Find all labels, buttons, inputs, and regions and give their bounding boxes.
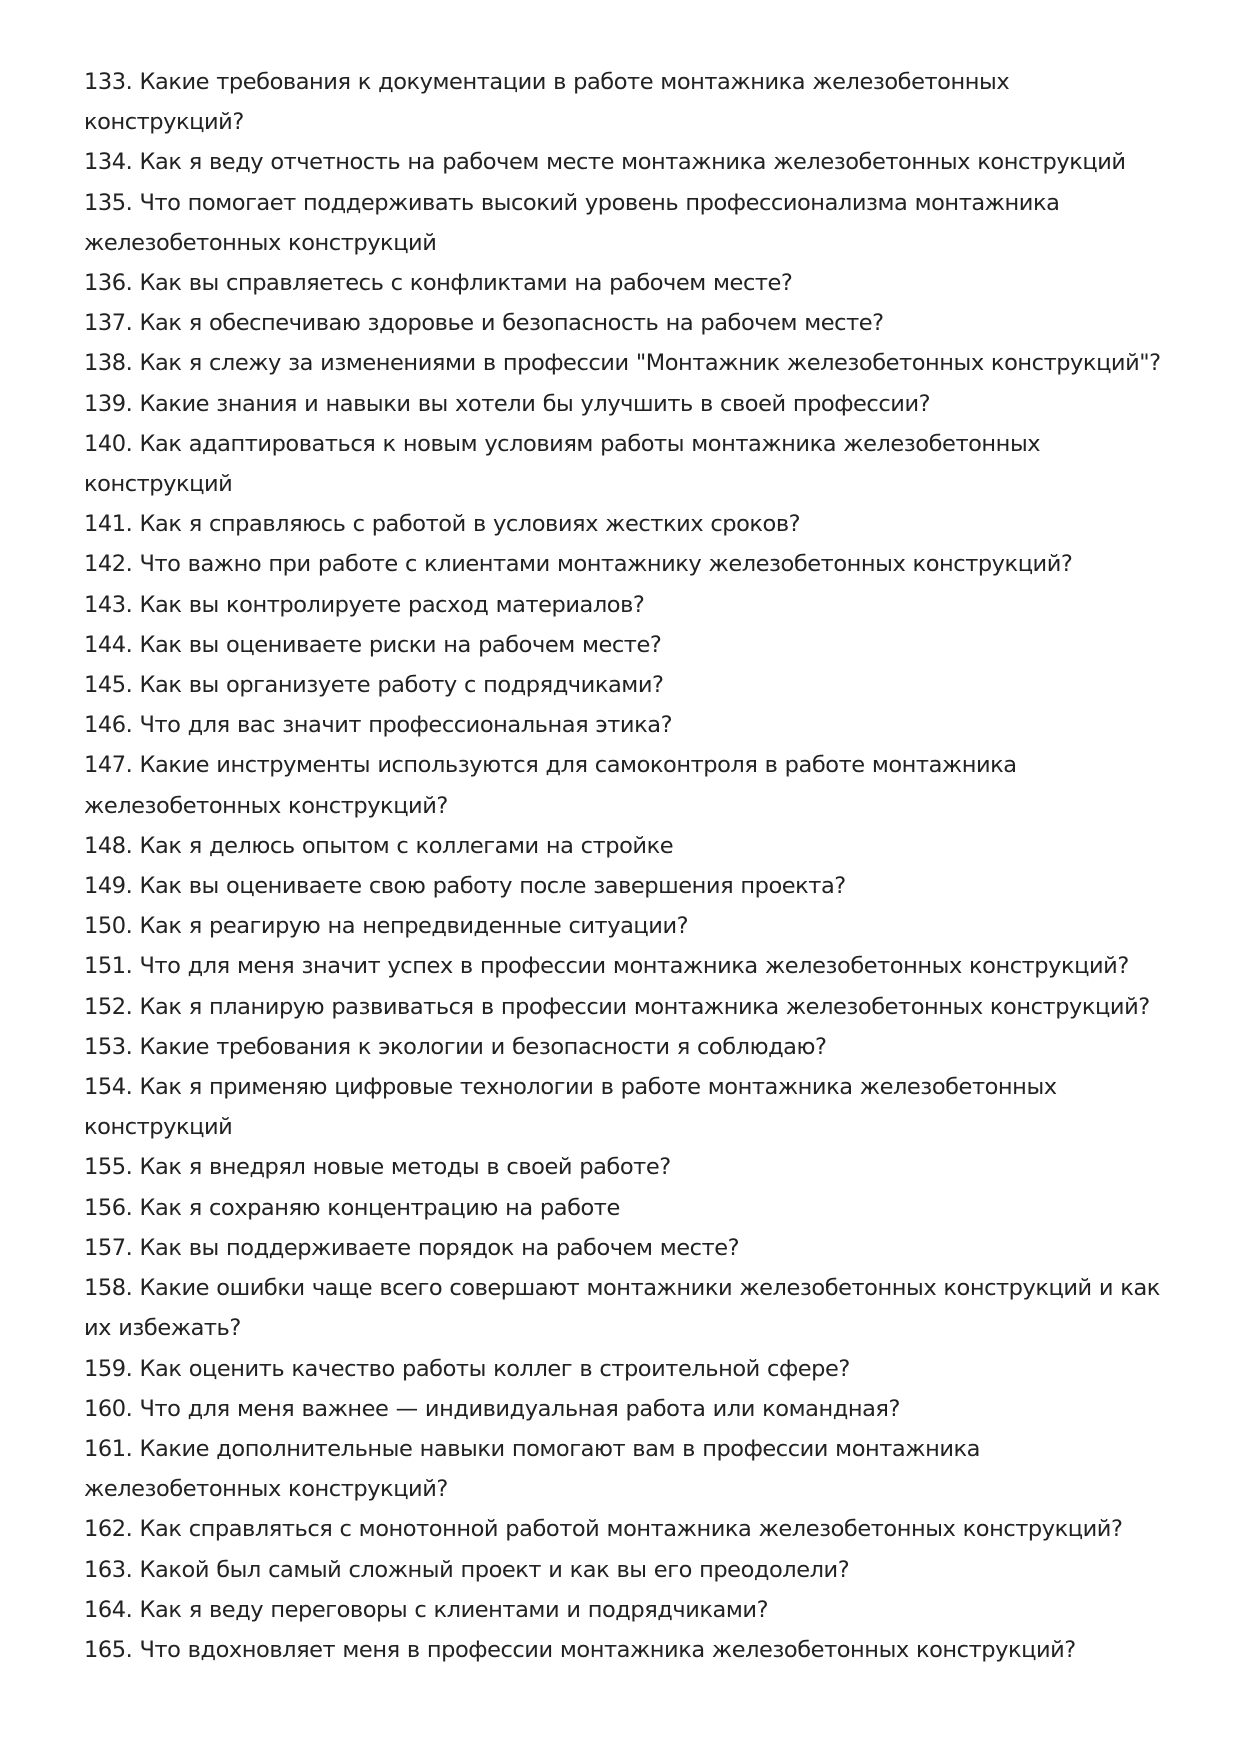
question-text-line: железобетонных конструкций? (84, 1476, 448, 1503)
question-item (84, 1389, 1184, 1429)
question-text-line: 159. Как оценить качество работы коллег в строительной сфере? (84, 1355, 850, 1382)
question-text-line: 158. Какие ошибки чаще всего совершают монтажники железобетонных конструкций и как (84, 1275, 1160, 1302)
question-text-line: 138. Как я слежу за изменениями в профессии "Монтажник железобетонных конструкций"? (84, 350, 1161, 377)
question-item (84, 946, 1184, 986)
question-item (84, 826, 1184, 866)
question-item (84, 1147, 1184, 1187)
question-item (84, 745, 1184, 825)
question-item (84, 142, 1184, 182)
question-text-line: их избежать? (84, 1315, 241, 1342)
question-item (84, 906, 1184, 946)
question-item (84, 585, 1184, 625)
question-text-line: 163. Какой был самый сложный проект и как вы его преодолели? (84, 1556, 850, 1583)
question-text-line: железобетонных конструкций? (84, 792, 448, 819)
question-item (84, 625, 1184, 665)
question-item (84, 1188, 1184, 1228)
question-item (84, 1429, 1184, 1509)
question-item (84, 424, 1184, 504)
question-text-line: 135. Что помогает поддерживать высокий уровень профессионализма монтажника (84, 189, 1060, 216)
question-item (84, 705, 1184, 745)
question-item (84, 1268, 1184, 1348)
question-text-line: 153. Какие требования к экологии и безопасности я соблюдаю? (84, 1033, 827, 1060)
question-text-line: 134. Как я веду отчетность на рабочем месте монтажника железобетонных конструкций (84, 149, 1126, 176)
question-text-line: 157. Как вы поддерживаете порядок на рабочем месте? (84, 1234, 740, 1261)
question-list (84, 62, 1184, 1670)
question-text-line: конструкций? (84, 109, 244, 136)
question-item (84, 665, 1184, 705)
question-text-line: 156. Как я сохраняю концентрацию на работе (84, 1194, 620, 1221)
question-item (84, 544, 1184, 584)
question-item (84, 987, 1184, 1027)
question-item (84, 62, 1184, 142)
question-text-line: конструкций (84, 1114, 233, 1141)
question-item (84, 1590, 1184, 1630)
question-text-line: 160. Что для меня важнее — индивидуальная работа или командная? (84, 1395, 900, 1422)
question-item (84, 1027, 1184, 1067)
question-text-line: 151. Что для меня значит успех в профессии монтажника железобетонных конструкций? (84, 953, 1129, 980)
question-text-line: 137. Как я обеспечиваю здоровье и безопасность на рабочем месте? (84, 310, 884, 337)
question-item (84, 1349, 1184, 1389)
question-item (84, 343, 1184, 383)
question-item (84, 504, 1184, 544)
question-text-line: 143. Как вы контролируете расход материалов? (84, 591, 645, 618)
question-text-line: 155. Как я внедрял новые методы в своей работе? (84, 1154, 671, 1181)
question-text-line: 139. Какие знания и навыки вы хотели бы улучшить в своей профессии? (84, 390, 931, 417)
question-text-line: 161. Какие дополнительные навыки помогают вам в профессии монтажника (84, 1435, 980, 1462)
question-text-line: 133. Какие требования к документации в работе монтажника железобетонных (84, 69, 1010, 95)
question-text-line: 152. Как я планирую развиваться в профессии монтажника железобетонных конструкций? (84, 993, 1150, 1020)
question-text-line: 162. Как справляться с монотонной работой монтажника железобетонных конструкций? (84, 1516, 1123, 1543)
question-item (84, 1067, 1184, 1147)
question-text-line: 140. Как адаптироваться к новым условиям работы монтажника железобетонных (84, 430, 1041, 457)
question-item (84, 1550, 1184, 1590)
question-text-line: 144. Как вы оцениваете риски на рабочем месте? (84, 631, 662, 658)
question-text-line: 142. Что важно при работе с клиентами монтажнику железобетонных конструкций? (84, 551, 1073, 578)
question-text-line: 164. Как я веду переговоры с клиентами и подрядчиками? (84, 1596, 769, 1623)
question-text-line: 141. Как я справляюсь с работой в условиях жестких сроков? (84, 511, 801, 538)
question-text-line: 149. Как вы оцениваете свою работу после завершения проекта? (84, 873, 846, 900)
question-text-line: 165. Что вдохновляет меня в профессии монтажника железобетонных конструкций? (84, 1636, 1076, 1663)
question-text-line: 136. Как вы справляетесь с конфликтами на рабочем месте? (84, 270, 793, 297)
question-item (84, 1228, 1184, 1268)
question-text-line: 147. Какие инструменты используются для самоконтроля в работе монтажника (84, 752, 1017, 779)
question-text-line: 154. Как я применяю цифровые технологии в работе монтажника железобетонных (84, 1074, 1057, 1101)
question-item (84, 1630, 1184, 1670)
question-text-line: железобетонных конструкций (84, 229, 437, 256)
question-item (84, 263, 1184, 303)
question-item (84, 183, 1184, 263)
question-text-line: конструкций (84, 471, 233, 498)
question-text-line: 146. Что для вас значит профессиональная этика? (84, 712, 673, 739)
question-item (84, 303, 1184, 343)
question-text-line: 145. Как вы организуете работу с подрядчиками? (84, 672, 664, 699)
question-item (84, 1509, 1184, 1549)
question-text-line: 150. Как я реагирую на непредвиденные ситуации? (84, 913, 689, 940)
question-text-line: 148. Как я делюсь опытом с коллегами на стройке (84, 832, 674, 859)
question-item (84, 866, 1184, 906)
question-item (84, 384, 1184, 424)
